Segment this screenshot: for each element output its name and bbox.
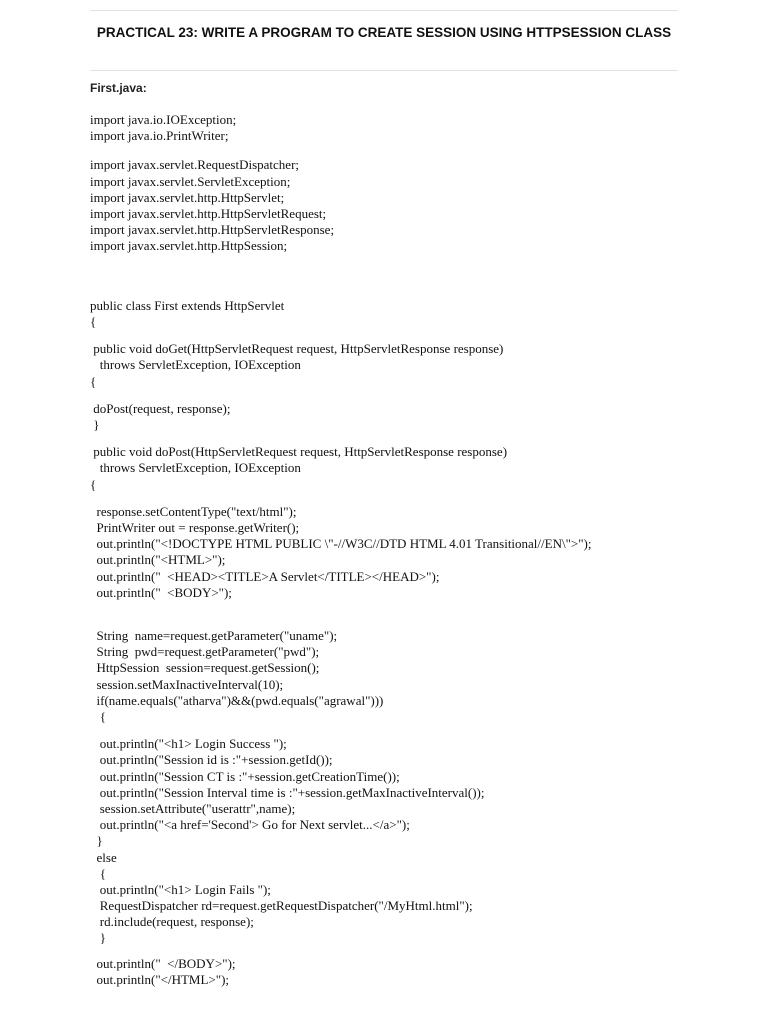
code-block-gap [90,493,730,504]
code-line: String name=request.getParameter("uname"); [90,628,338,644]
code-line: } [90,833,103,849]
code-block-gap [90,947,730,956]
code-line: { [90,373,97,389]
code-line: doPost(request, response); [90,400,231,416]
code-line: } [90,930,106,946]
code-line: import javax.servlet.http.HttpSession; [90,238,288,254]
code-line: public class First extends HttpServlet [90,297,285,313]
code-line: out.println("Session CT is :"+session.getCreationTime()); [90,768,400,784]
code-line: RequestDispatcher rd=request.getRequestDispatcher("/MyHtml.html"); [90,898,473,914]
code-line: out.println("</HTML>"); [90,971,230,987]
code-line: HttpSession session=request.getSession(); [90,660,320,676]
code-block-gap [90,433,730,444]
code-block-gap [90,255,730,266]
top-divider [90,10,678,11]
code-line [90,266,730,282]
title-divider [90,70,678,71]
code-line: } [90,417,100,432]
code-line: rd.include(request, response); [90,914,254,930]
code-line: out.println("<h1> Login Success "); [90,736,287,752]
code-block-gap [90,601,730,612]
code-line: import javax.servlet.http.HttpServlet; [90,189,285,205]
code-line: session.setMaxInactiveInterval(10); [90,676,284,692]
code-listing [90,112,730,988]
file-name-label: First.java: [90,81,147,95]
code-line: public void doPost(HttpServletRequest request, HttpServletResponse response) [90,444,508,460]
code-line: out.println("Session id is :"+session.getId()); [90,752,333,768]
code-block-gap [90,725,730,736]
code-line [90,282,730,298]
code-line [90,612,730,628]
code-line: { [90,709,106,724]
code-line: if(name.equals("atharva")&&(pwd.equals("agrawal"))) [90,692,384,708]
code-line: { [90,865,106,881]
code-line: out.println("<HTML>"); [90,552,226,568]
code-line: out.println("Session Interval time is :"+session.getMaxInactiveInterval()); [90,784,485,800]
practical-title: PRACTICAL 23: WRITE A PROGRAM TO CREATE SESSION USING HTTPSESSION CLASS [96,25,672,40]
code-line: String pwd=request.getParameter("pwd"); [90,644,320,660]
code-line: { [90,476,97,492]
code-line: session.setAttribute("userattr",name); [90,800,296,816]
code-block-gap [90,144,730,157]
code-block-gap [90,330,730,341]
code-line: PrintWriter out = response.getWriter(); [90,519,300,535]
code-line: import java.io.PrintWriter; [90,128,229,144]
code-line: out.println("<h1> Login Fails "); [90,881,271,897]
code-line: out.println("<a href='Second'> Go for Next servlet...</a>"); [90,817,410,833]
code-line: response.setContentType("text/html"); [90,503,297,519]
code-line: import javax.servlet.RequestDispatcher; [90,157,300,173]
code-line: out.println(" </BODY>"); [90,955,236,971]
code-line: public void doGet(HttpServletRequest request, HttpServletResponse response) [90,341,504,357]
code-line: out.println(" <BODY>"); [90,584,232,600]
code-block-gap [90,390,730,401]
code-line: throws ServletException, IOException [90,460,301,476]
code-line: import javax.servlet.ServletException; [90,173,291,189]
code-line: else [90,849,117,865]
code-line: { [90,314,97,330]
code-line: import javax.servlet.http.HttpServletResponse; [90,222,335,238]
code-line: import javax.servlet.http.HttpServletRequest; [90,205,327,221]
code-line: out.println(" <HEAD><TITLE>A Servlet</TITLE></HEAD>"); [90,568,440,584]
code-line: import java.io.IOException; [90,112,237,127]
code-line: throws ServletException, IOException [90,357,301,373]
code-line: out.println("<!DOCTYPE HTML PUBLIC \"-//W3C//DTD HTML 4.01 Transitional//EN\">"); [90,536,592,552]
